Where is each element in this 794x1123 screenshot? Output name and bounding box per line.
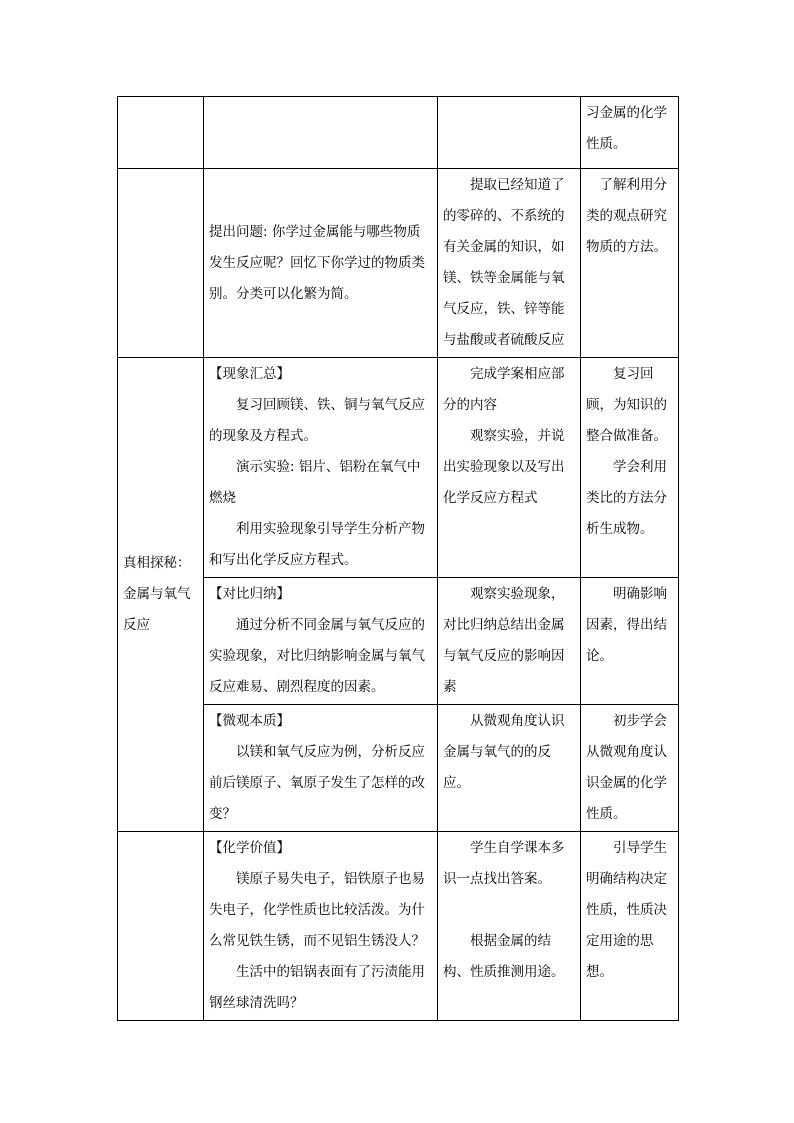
cell-stage [118, 97, 204, 169]
cell-text: 观察实验现象，对比归纳总结出金属与氧气反应的影响因素 [443, 586, 565, 695]
cell-teacher-activity [204, 169, 438, 358]
cell-student-activity [438, 578, 581, 705]
cell-student-activity [438, 358, 581, 578]
cell-text: 观察实验，并说出实验现象以及写出化学反应方程式 [443, 428, 565, 506]
cell-text: 生活中的铝锅表面有了污渍能用钢丝球清洗吗？ [209, 964, 425, 1011]
cell-stage [118, 832, 204, 1021]
cell-text: 演示实验: 铝片、铝粉在氧气中燃烧 [209, 459, 421, 506]
cell-text: 完成学案相应部分的内容 [443, 366, 565, 413]
cell-design-intent [581, 832, 679, 1021]
cell-text: 了解利用分类的观点研究物质的方法。 [586, 177, 667, 255]
cell-text: 学会利用类比的方法分析生成物。 [586, 459, 667, 537]
table-row [118, 97, 679, 169]
cell-text: 镁原子易失电子，铝铁原子也易失电子，化学性质也比较活泼。为什么常见铁生锈，而不见铝生锈没人？ [209, 871, 425, 949]
cell-design-intent [581, 358, 679, 578]
cell-text: 明确影响因素，得出结论。 [586, 586, 667, 664]
cell-design-intent [581, 97, 679, 169]
cell-text: 习金属的化学性质。 [586, 105, 667, 152]
cell-teacher-activity [204, 578, 438, 705]
cell-text: 从微观角度认识金属与氧气的的反应。 [443, 713, 565, 791]
cell-text: 提出问题: 你学过金属能与哪些物质发生反应呢？回忆下你学过的物质类别。分类可以化繁为简。 [209, 223, 425, 302]
spacer [443, 895, 576, 926]
section-heading: 【化学价值】 [209, 840, 290, 856]
cell-student-activity [438, 169, 581, 358]
cell-teacher-activity [204, 832, 438, 1021]
cell-text: 通过分析不同金属与氧气反应的实验现象，对比归纳影响金属与氧气反应难易、剧烈程度的因素。 [209, 617, 425, 695]
section-heading: 【微观本质】 [209, 713, 290, 729]
cell-text: 学生自学课本多识一点找出答案。 [443, 840, 565, 887]
cell-text: 利用实验现象引导学生分析产物和写出化学反应方程式。 [209, 521, 425, 568]
cell-student-activity [438, 705, 581, 832]
cell-text: 以镁和氧气反应为例，分析反应前后镁原子、氧原子发生了怎样的改变？ [209, 744, 425, 822]
cell-text: 引导学生明确结构决定性质，性质决定用途的思想。 [586, 840, 667, 980]
cell-design-intent [581, 578, 679, 705]
cell-text: 复习回顾，为知识的整合做准备。 [586, 366, 667, 444]
cell-teacher-activity [204, 97, 438, 169]
table-row [118, 169, 679, 358]
cell-student-activity [438, 97, 581, 169]
cell-teacher-activity [204, 705, 438, 832]
cell-text: 提取已经知道了的零碎的、不系统的有关金属的知识，如镁、铁等金属能与氧气反应，铁、锌等能与盐酸或者硫酸反应 [443, 177, 565, 348]
cell-text: 初步学会从微观角度认识金属的化学性质。 [586, 713, 667, 822]
lesson-plan-table [117, 96, 679, 1021]
table-row [118, 358, 679, 578]
cell-student-activity [438, 832, 581, 1021]
cell-stage [118, 169, 204, 358]
cell-design-intent [581, 705, 679, 832]
section-heading: 【对比归纳】 [209, 586, 290, 602]
cell-stage [118, 358, 204, 832]
table-row [118, 832, 679, 1021]
section-heading: 【现象汇总】 [209, 366, 290, 382]
cell-teacher-activity [204, 358, 438, 578]
stage-title: 真相探秘：金属与氧气反应 [123, 555, 191, 633]
cell-text: 复习回顾镁、铁、铜与氧气反应的现象及方程式。 [209, 397, 425, 444]
cell-text: 根据金属的结构、性质推测用途。 [443, 933, 565, 980]
cell-design-intent [581, 169, 679, 358]
